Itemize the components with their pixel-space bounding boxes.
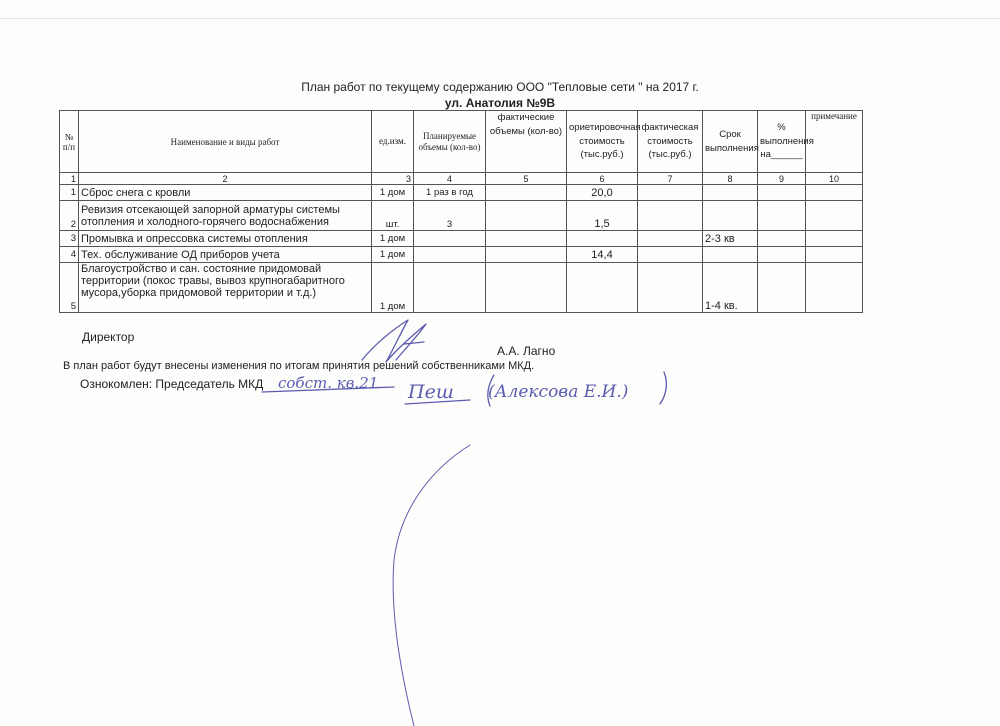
row-unit: 1 дом [372, 247, 414, 263]
column-number: 1 [60, 173, 79, 185]
header-planned: Планируемые объемы (кол-во) [414, 111, 486, 173]
row-unit: 1 дом [372, 185, 414, 201]
header-note: примечание [806, 111, 863, 173]
row-num: 3 [60, 231, 79, 247]
row-work-name: Сброс снега с кровли [79, 185, 372, 201]
document-address: ул. Анатолия №9В [444, 96, 556, 110]
header-percent: % выполнения на______ [758, 111, 806, 173]
handwritten-fill-in: собст. кв.21 [278, 374, 379, 392]
column-number: 2 [79, 173, 372, 185]
column-number: 10 [806, 173, 863, 185]
row-unit: шт. [372, 201, 414, 231]
row-work-name: Благоустройство и сан. состояние придомовай территории (покос травы, вывоз крупногабаритного мусора,уборка придомовой территории и т.д.) [79, 263, 372, 313]
header-actual-volume: фактические объемы (кол-во) [486, 111, 567, 173]
column-number: 4 [414, 173, 486, 185]
changes-note: В план работ будут внесены изменения по итогам принятия решений собственниками МКД. [63, 360, 535, 372]
pen-arc-stroke [393, 445, 470, 726]
row-num: 2 [60, 201, 79, 231]
column-number: 7 [638, 173, 703, 185]
header-num: № п/п [60, 111, 79, 173]
row-estimated-cost: 20,0 [567, 185, 638, 201]
director-name: А.А. Лагно [497, 344, 556, 358]
column-number: 5 [486, 173, 567, 185]
column-number: 6 [567, 173, 638, 185]
handwritten-name: (Алексова Е.И.) [488, 382, 629, 402]
header-unit: ед.изм. [372, 111, 414, 173]
row-planned: 1 раз в год [414, 185, 486, 201]
document-title: План работ по текущему содержанию ООО "Тепловые сети " на 2017 г. [301, 80, 699, 94]
row-estimated-cost: 14,4 [567, 247, 638, 263]
header-term: Срок выполнения [703, 111, 758, 173]
row-estimated-cost: 1,5 [567, 201, 638, 231]
name-bracket-right [660, 372, 666, 404]
row-unit: 1 дом [372, 231, 414, 247]
header-name: Наименование и виды работ [79, 111, 372, 173]
row-planned: 3 [414, 201, 486, 231]
director-signature-mark [362, 320, 426, 362]
header-actual-cost: фактическая стоимость (тыс.руб.) [638, 111, 703, 173]
row-num: 5 [60, 263, 79, 313]
header-estimated-cost: ориетировочная стоимость (тыс.руб.) [567, 111, 638, 173]
row-term: 2-3 кв [703, 231, 758, 247]
acquainted-label: Ознокомлен: Председатель МКД [80, 377, 264, 391]
row-work-name: Тех. обслуживание ОД приборов учета [79, 247, 372, 263]
row-work-name: Ревизия отсекающей запорной арматуры системы отопления и холодного-горячего водоснабжения [79, 201, 372, 231]
row-term: 1-4 кв. [703, 263, 758, 313]
row-work-name: Промывка и опрессовка системы отопления [79, 231, 372, 247]
row-unit: 1 дом [372, 263, 414, 313]
handwritten-signature: Пеш [408, 381, 454, 403]
column-number: 8 [703, 173, 758, 185]
column-number: 9 [758, 173, 806, 185]
row-num: 4 [60, 247, 79, 263]
column-number: 3 [372, 173, 414, 185]
director-label: Директор [82, 330, 135, 344]
row-num: 1 [60, 185, 79, 201]
